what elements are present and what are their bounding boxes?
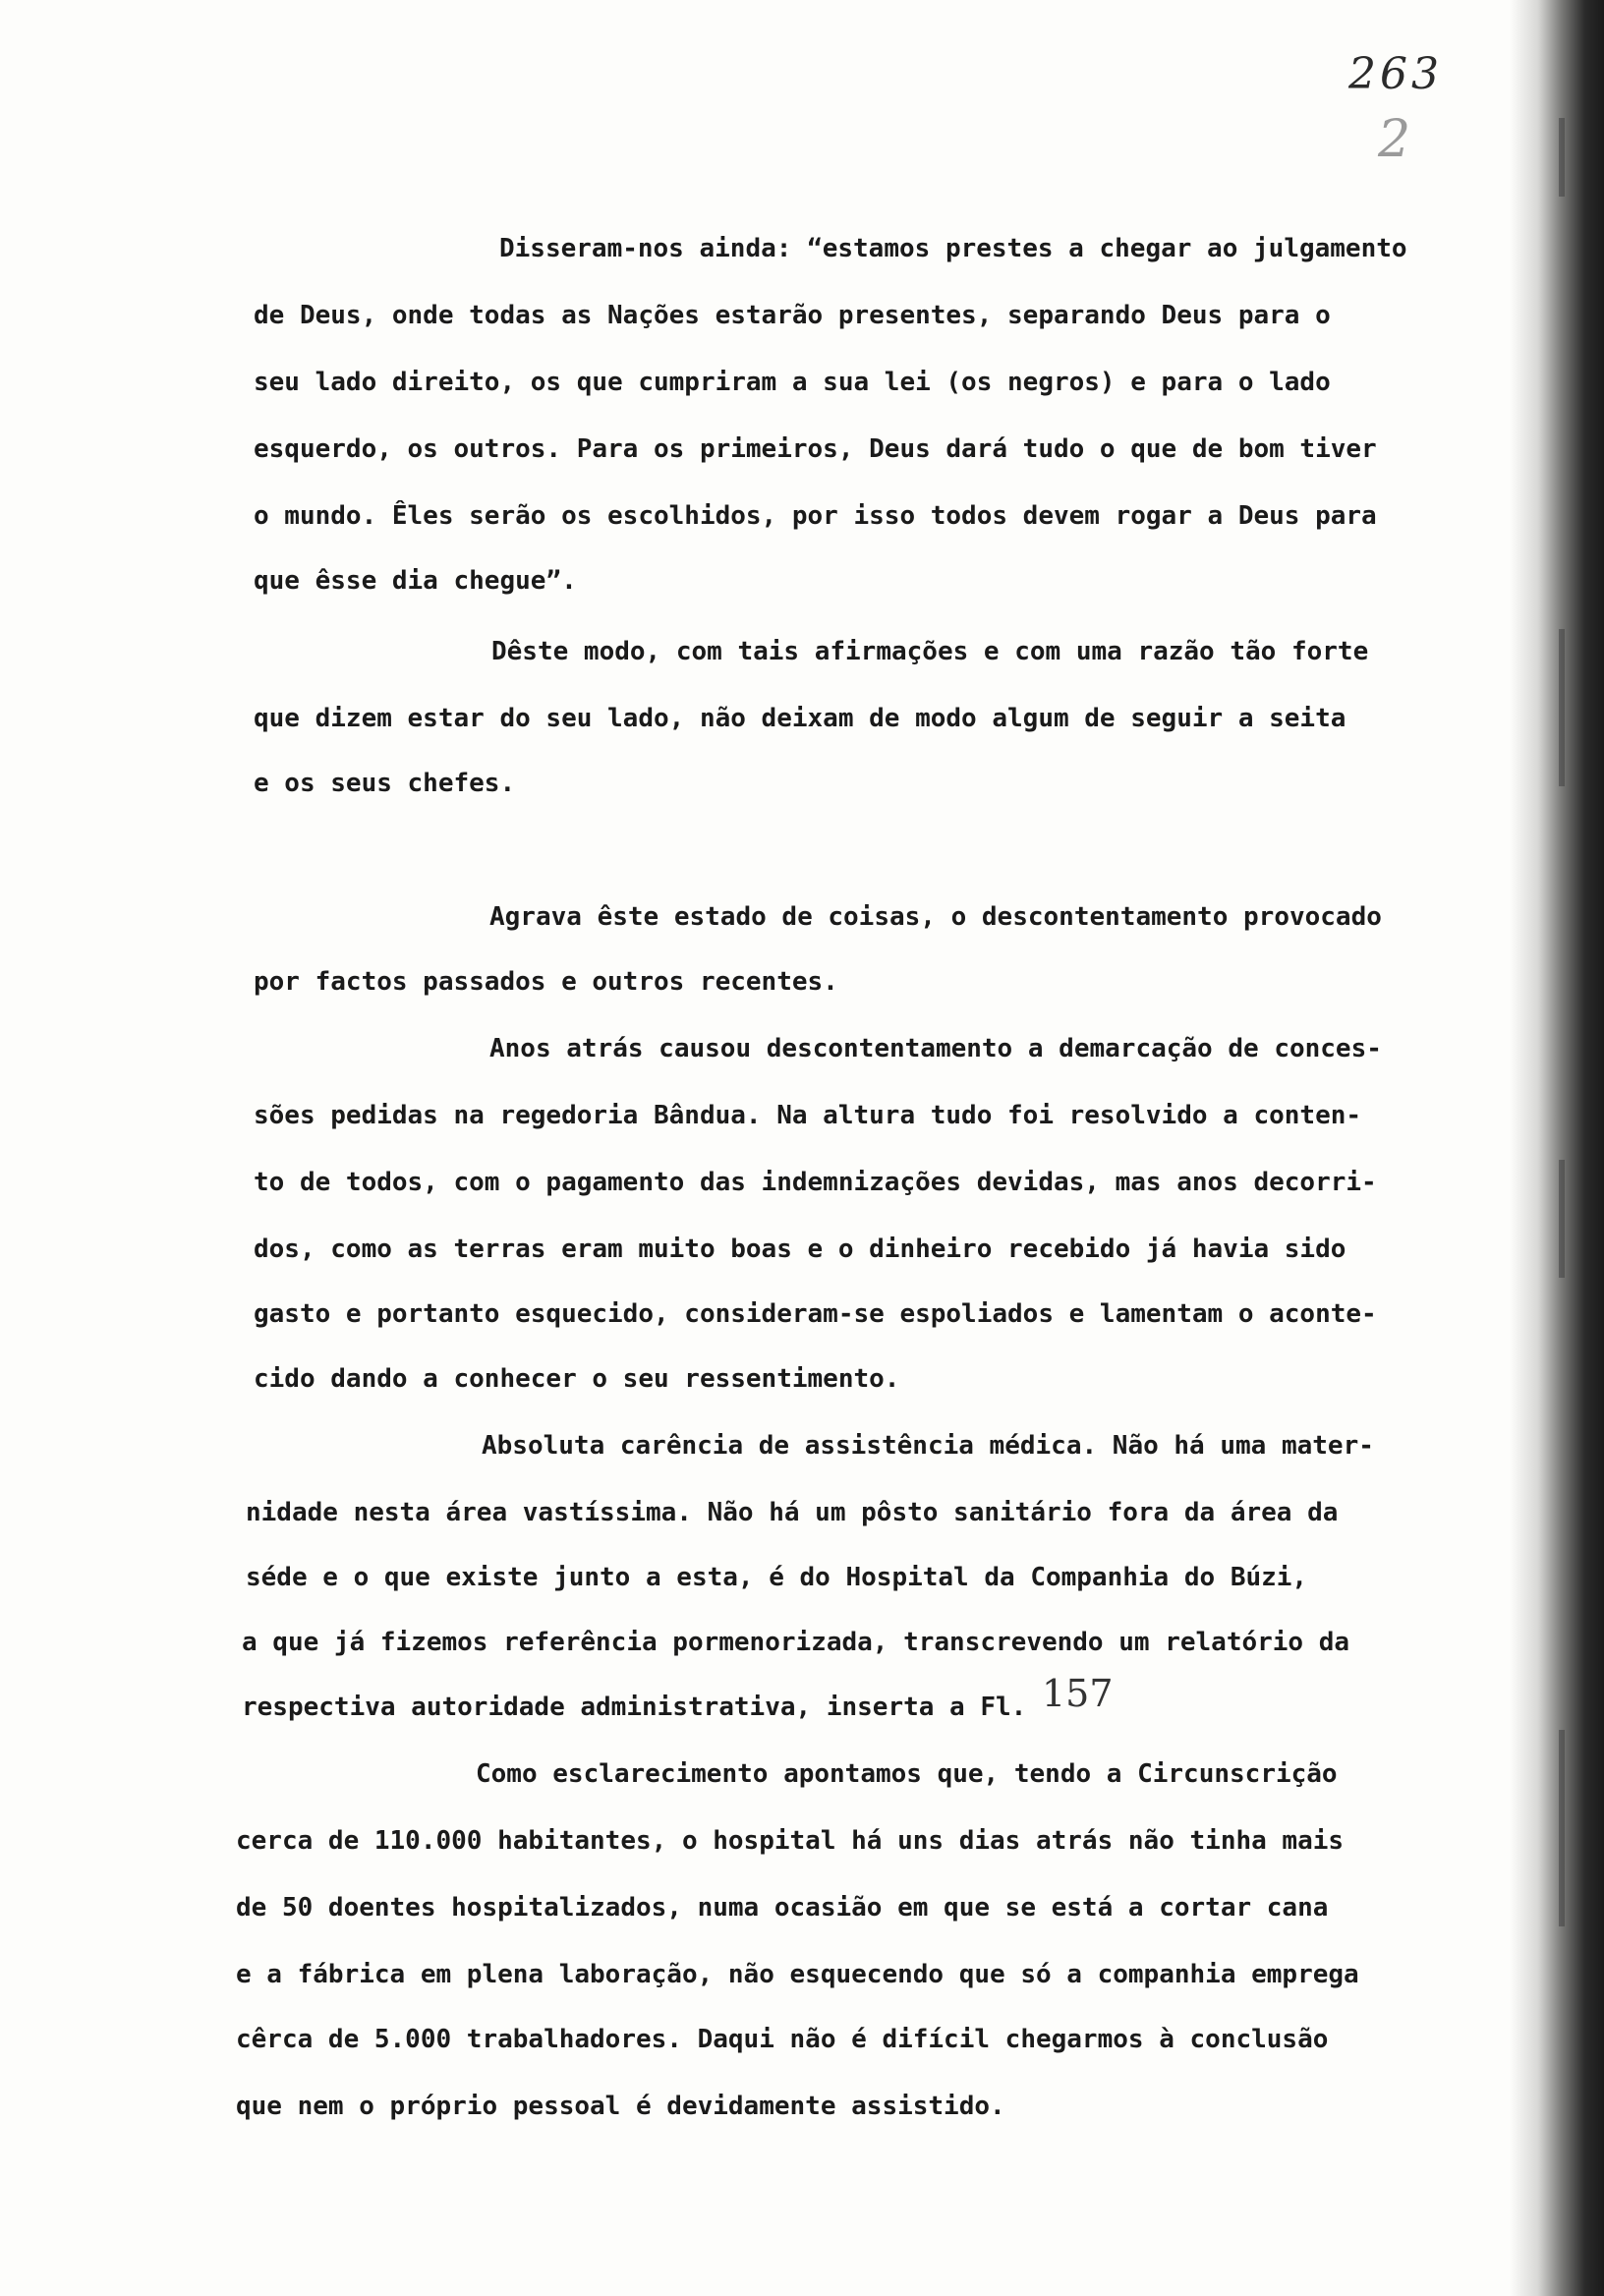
- text-line: que êsse dia chegue”.: [254, 566, 577, 596]
- scan-speck: [1559, 118, 1565, 197]
- text-line: que nem o próprio pessoal é devidamente assistido.: [236, 2092, 1005, 2121]
- text-line: e os seus chefes.: [254, 769, 516, 798]
- text-line: to de todos, com o pagamento das indemnizações devidas, mas anos decorri-: [254, 1168, 1377, 1197]
- text-line: séde e o que existe junto a esta, é do Hospital da Companhia do Búzi,: [246, 1563, 1308, 1592]
- scan-speck: [1559, 629, 1565, 786]
- text-line: cêrca de 5.000 trabalhadores. Daqui não é difícil chegarmos à conclusão: [236, 2025, 1329, 2054]
- text-line: respectiva autoridade administrativa, inserta a Fl.: [242, 1693, 1027, 1722]
- text-line: Absoluta carência de assistência médica. Não há uma mater-: [482, 1431, 1374, 1461]
- scan-speck: [1559, 1160, 1565, 1278]
- text-line: Disseram-nos ainda: “estamos prestes a chegar ao julgamento: [499, 234, 1407, 263]
- text-line: a que já fizemos referência pormenorizada, transcrevendo um relatório da: [242, 1628, 1350, 1657]
- folio-mark: 2: [1378, 110, 1411, 169]
- text-line: gasto e portanto esquecido, consideram-se espoliados e lamentam o aconte-: [254, 1299, 1377, 1329]
- text-line: e a fábrica em plena laboração, não esquecendo que só a companhia emprega: [236, 1960, 1359, 1989]
- text-line: Dêste modo, com tais afirmações e com uma razão tão forte: [491, 637, 1369, 666]
- text-line: de 50 doentes hospitalizados, numa ocasião em que se está a cortar cana: [236, 1893, 1329, 1923]
- text-line: cerca de 110.000 habitantes, o hospital há uns dias atrás não tinha mais: [236, 1826, 1345, 1856]
- scan-speck: [1559, 1730, 1565, 1926]
- text-line: Como esclarecimento apontamos que, tendo a Circunscrição: [476, 1759, 1338, 1789]
- text-line: Anos atrás causou descontentamento a demarcação de conces-: [489, 1034, 1382, 1063]
- folio-stamp: [1348, 49, 1466, 187]
- text-line: nidade nesta área vastíssima. Não há um pôsto sanitário fora da área da: [246, 1498, 1339, 1527]
- scan-page-edge: [1510, 0, 1604, 2296]
- text-line: por factos passados e outros recentes.: [254, 967, 838, 997]
- text-line: esquerdo, os outros. Para os primeiros, Deus dará tudo o que de bom tiver: [254, 434, 1377, 464]
- handwritten-folio-reference: 157: [1042, 1672, 1114, 1715]
- text-line: dos, como as terras eram muito boas e o dinheiro recebido já havia sido: [254, 1234, 1346, 1264]
- text-line: cido dando a conhecer o seu ressentimento.: [254, 1364, 900, 1394]
- text-line: sões pedidas na regedoria Bândua. Na altura tudo foi resolvido a conten-: [254, 1101, 1362, 1130]
- text-line: o mundo. Êles serão os escolhidos, por isso todos devem rogar a Deus para: [254, 501, 1377, 531]
- text-line: seu lado direito, os que cumpriram a sua lei (os negros) e para o lado: [254, 368, 1331, 397]
- folio-number: 263: [1348, 49, 1443, 99]
- text-line: que dizem estar do seu lado, não deixam de modo algum de seguir a seita: [254, 704, 1346, 733]
- text-line: Agrava êste estado de coisas, o descontentamento provocado: [489, 902, 1382, 932]
- text-line: de Deus, onde todas as Nações estarão presentes, separando Deus para o: [254, 301, 1331, 330]
